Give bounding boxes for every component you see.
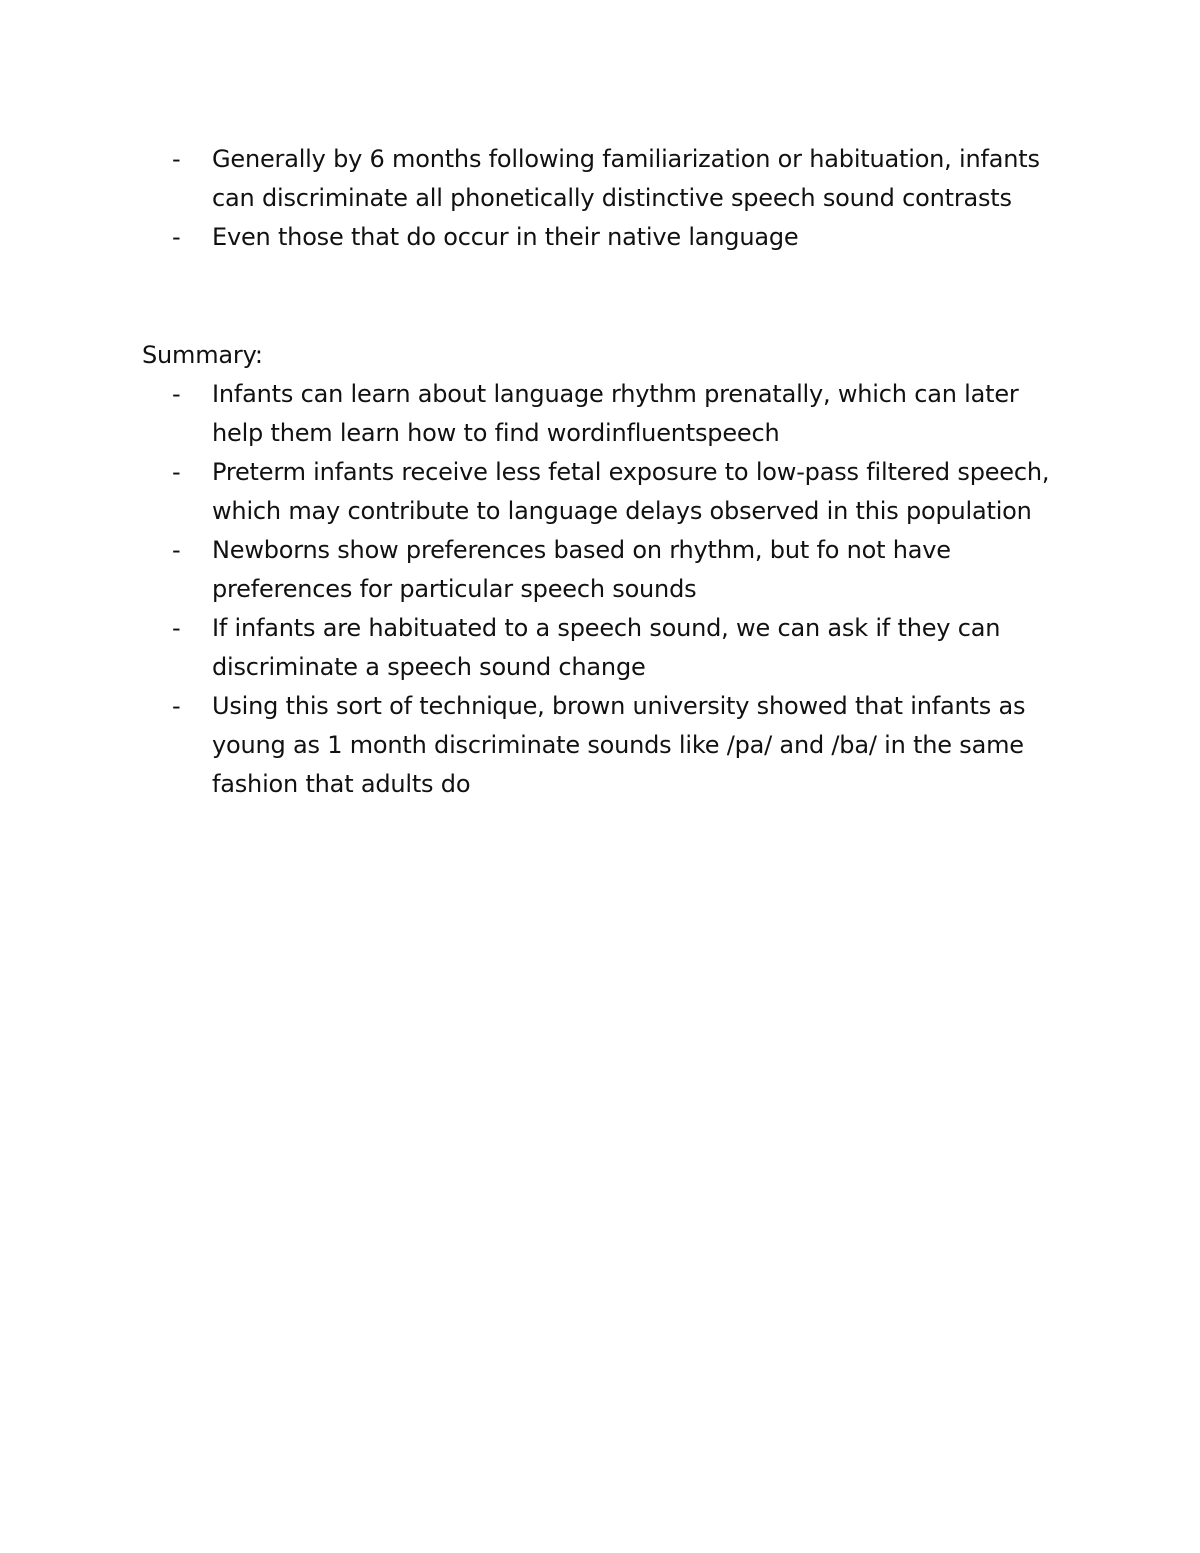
list-item bbox=[172, 609, 1072, 687]
dash-marker: - bbox=[172, 536, 181, 564]
bullet-text: Using this sort of technique, brown university showed that infants as young as 1 month discriminate sounds like /pa/ and /ba/ in the same fashion that adults do bbox=[212, 692, 1026, 798]
dash-marker: - bbox=[172, 145, 181, 173]
list-item bbox=[172, 375, 1072, 453]
intro-bullet-list bbox=[172, 140, 1072, 257]
bullet-text: Preterm infants receive less fetal exposure to low-pass filtered speech, which may contribute to language delays observed in this population bbox=[212, 458, 1050, 525]
bullet-text: Generally by 6 months following familiarization or habituation, infants can discriminate all phonetically distinctive speech sound contrasts bbox=[212, 145, 1040, 212]
dash-marker: - bbox=[172, 692, 181, 720]
list-item bbox=[172, 140, 1072, 218]
list-item bbox=[172, 453, 1072, 531]
dash-marker: - bbox=[172, 223, 181, 251]
list-item bbox=[172, 531, 1072, 609]
list-item bbox=[172, 218, 1072, 257]
dash-marker: - bbox=[172, 458, 181, 486]
bullet-text: Infants can learn about language rhythm prenatally, which can later help them learn how to find wordinfluentspeech bbox=[212, 380, 1019, 447]
bullet-text: Newborns show preferences based on rhythm, but fo not have preferences for particular speech sounds bbox=[212, 536, 951, 603]
list-item bbox=[172, 687, 1072, 804]
bullet-text: Even those that do occur in their native language bbox=[212, 223, 799, 251]
dash-marker: - bbox=[172, 614, 181, 642]
bullet-text: If infants are habituated to a speech sound, we can ask if they can discriminate a speech sound change bbox=[212, 614, 1001, 681]
summary-bullet-list bbox=[172, 375, 1072, 804]
summary-heading: Summary: bbox=[142, 341, 263, 369]
dash-marker: - bbox=[172, 380, 181, 408]
